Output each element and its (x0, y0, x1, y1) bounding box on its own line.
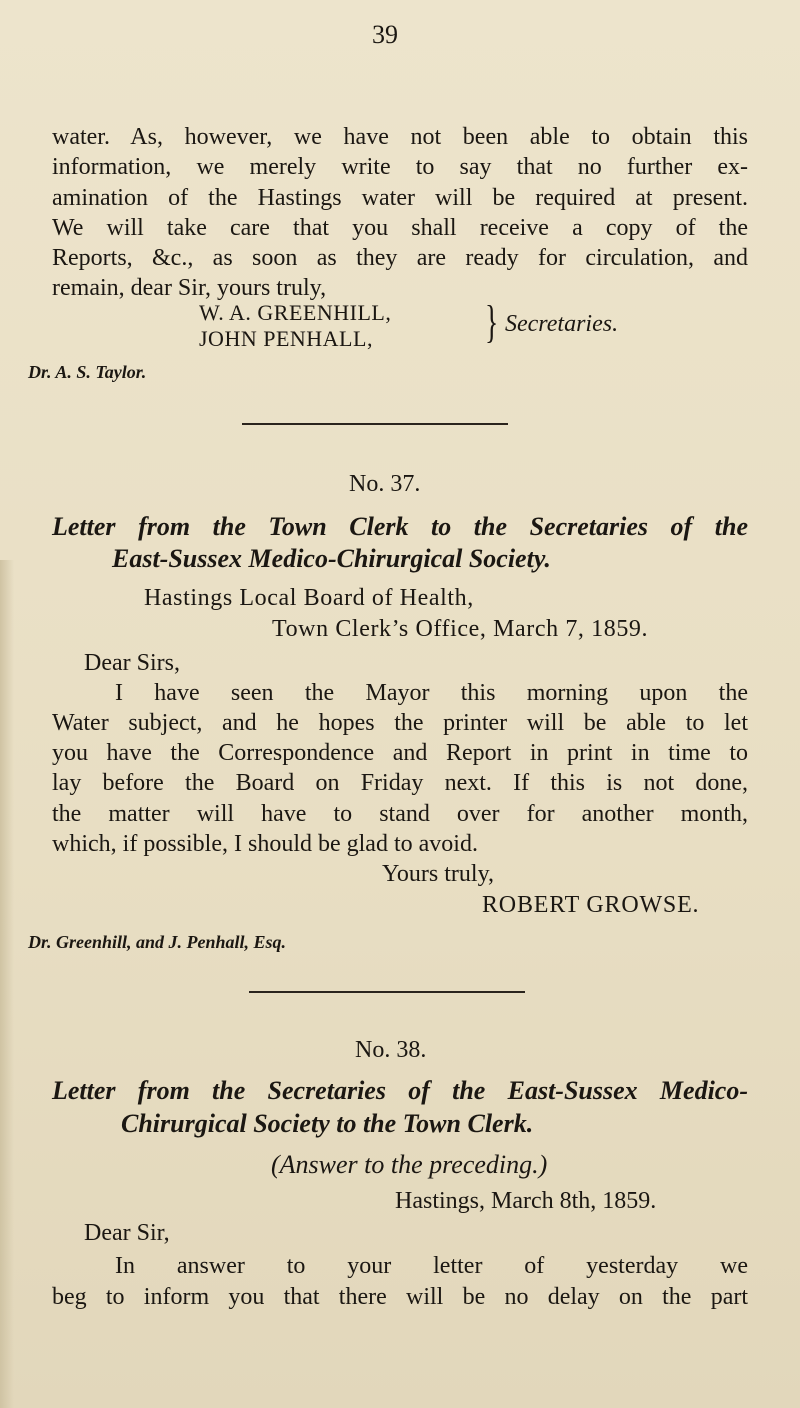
section-divider-2 (249, 991, 525, 993)
letter37-body-line-4: lay before the Board on Friday next. If this is not done, (52, 770, 748, 796)
letter38-salutation: Dear Sir, (84, 1220, 170, 1246)
brace-symbol: } (485, 296, 499, 347)
letter38-body-line-2: beg to inform you that there will be no delay on the part (52, 1284, 748, 1310)
letter37-address-line-2: Town Clerk’s Office, March 7, 1859. (272, 616, 649, 642)
signatories-role: Secretaries. (505, 311, 619, 337)
letter37-number: No. 37. (349, 471, 421, 497)
letter37-signature: ROBERT GROWSE. (482, 892, 700, 918)
letter37-body-line-5: the matter will have to stand over for another month, (52, 801, 748, 827)
letter38-body-line-1: In answer to your letter of yesterday we (115, 1253, 748, 1279)
para1-line-1: water. As, however, we have not been able to obtain this (52, 124, 748, 150)
letter38-title-line-2: Chirurgical Society to the Town Clerk. (121, 1109, 534, 1138)
signatory-penhall: JOHN PENHALL, (199, 326, 373, 351)
letter37-title-line-1: Letter from the Town Clerk to the Secretaries of the (52, 512, 748, 541)
para1-line-5: Reports, &c., as soon as they are ready for circulation, and (52, 245, 748, 271)
para1-line-4: We will take care that you shall receive a copy of the (52, 215, 748, 241)
letter37-closing: Yours truly, (382, 861, 495, 887)
page-edge-shadow (0, 560, 14, 1408)
para1-line-3: amination of the Hastings water will be required at present. (52, 185, 748, 211)
section-divider (242, 423, 508, 425)
letter37-body-line-2: Water subject, and he hopes the printer will be able to let (52, 710, 748, 736)
page-number: 39 (372, 20, 398, 49)
letter37-body-line-1: I have seen the Mayor this morning upon the (115, 680, 748, 706)
para1-line-2: information, we merely write to say that no further ex- (52, 154, 748, 180)
letter38-date: Hastings, March 8th, 1859. (395, 1188, 657, 1214)
letter37-addressee: Dr. Greenhill, and J. Penhall, Esq. (28, 932, 287, 952)
letter38-subtitle: (Answer to the preceding.) (271, 1150, 548, 1179)
letter37-title-line-2: East-Sussex Medico-Chirurgical Society. (112, 544, 551, 573)
signatory-greenhill: W. A. GREENHILL, (199, 300, 392, 325)
letter37-body-line-6: which, if possible, I should be glad to avoid. (52, 831, 478, 857)
letter37-body-line-3: you have the Correspondence and Report in print in time to (52, 740, 748, 766)
addressee-taylor: Dr. A. S. Taylor. (28, 362, 147, 382)
letter37-salutation: Dear Sirs, (84, 650, 180, 676)
letter37-address-line-1: Hastings Local Board of Health, (144, 585, 474, 611)
para1-line-6: remain, dear Sir, yours truly, (52, 275, 327, 301)
letter38-number: No. 38. (355, 1037, 427, 1063)
letter38-title-line-1: Letter from the Secretaries of the East-Sussex Medico- (52, 1076, 748, 1105)
